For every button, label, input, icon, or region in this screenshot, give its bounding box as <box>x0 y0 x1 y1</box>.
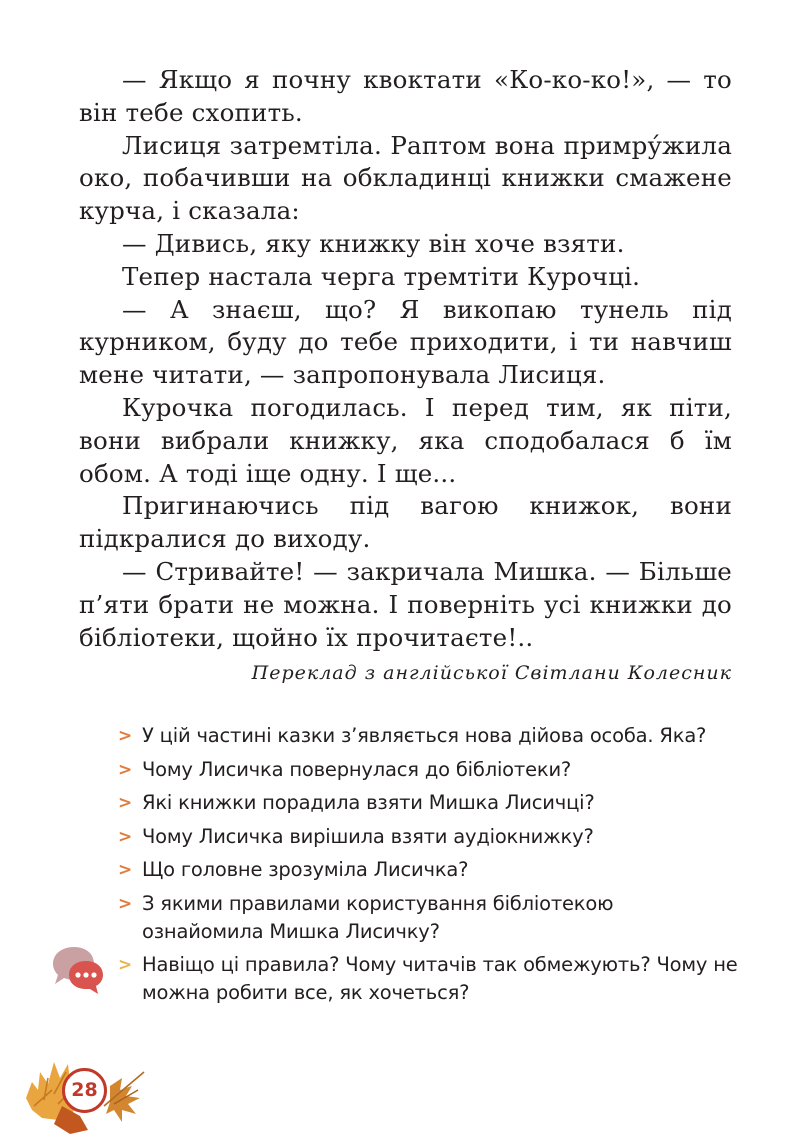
question-marker: > <box>118 759 133 780</box>
question-item <box>118 722 738 750</box>
question-item <box>118 890 738 946</box>
story-paragraph: Пригинаючись під вагою книжок, вони підкралися до виходу. <box>79 491 732 554</box>
question-marker: > <box>118 826 133 847</box>
question-text: Які книжки порадила взяти Мишка Лисичці? <box>142 791 595 814</box>
story-text <box>79 64 732 690</box>
story-paragraph: — Якщо я почну квоктати «Ко-ко-ко!», — то він тебе схопить. <box>79 65 732 127</box>
question-text: З якими правилами користування бібліотекою ознайомила Мишка Лисичку? <box>142 891 614 943</box>
story-paragraph: Тепер настала черга тремтіти Курочці. <box>122 261 641 291</box>
question-marker: > <box>118 955 133 975</box>
story-paragraph: Курочка погодилась. І перед тим, як піти, вони вибрали книжку, яка сподобалася б їм обом. А тоді іще одну. І ще... <box>79 392 732 488</box>
question-item <box>118 756 738 784</box>
story-paragraph: — А знаєш, що? Я викопаю тунель під курником, буду до тебе приходити, і ти навчиш мене читати, — запропонувала Лисиця. <box>79 294 732 390</box>
question-item <box>118 856 738 884</box>
question-text: У цій частині казки з’являється нова дійова особа. Яка? <box>142 724 707 747</box>
question-marker: > <box>118 893 133 914</box>
question-text: Чому Лисичка повернулася до бібліотеки? <box>142 757 572 781</box>
translation-credit: Переклад з англійської Світлани Колесник <box>251 662 732 685</box>
question-item <box>118 789 738 817</box>
question-text: Навіщо ці правила? Чому читачів так обмежують? Чому не можна робити все, як хочеться? <box>142 953 738 1004</box>
chat-bubbles-icon <box>49 944 107 996</box>
story-paragraph: — Стривайте! — закричала Мишка. — Більше п’яти брати не можна. І поверніть усі книжки до бібліотеки, щойно їх прочитаєте!.. <box>79 556 732 652</box>
question-text: Що головне зрозуміла Лисичка? <box>142 858 469 881</box>
question-marker: > <box>118 793 133 813</box>
question-item <box>118 823 738 851</box>
question-item <box>118 951 738 1007</box>
question-text: Чому Лисичка вирішила взяти аудіокнижку? <box>142 824 594 848</box>
question-marker: > <box>118 860 133 880</box>
story-paragraph: — Дивись, яку книжку він хоче взяти. <box>122 228 625 258</box>
question-list <box>118 722 738 1013</box>
page-number: 28 <box>62 1068 107 1113</box>
question-marker: > <box>118 726 133 746</box>
story-paragraph: Лисиця затремтіла. Раптом вона примру́жила око, побачивши на обкладинці книжки смажене курча, і сказала: <box>79 130 732 226</box>
